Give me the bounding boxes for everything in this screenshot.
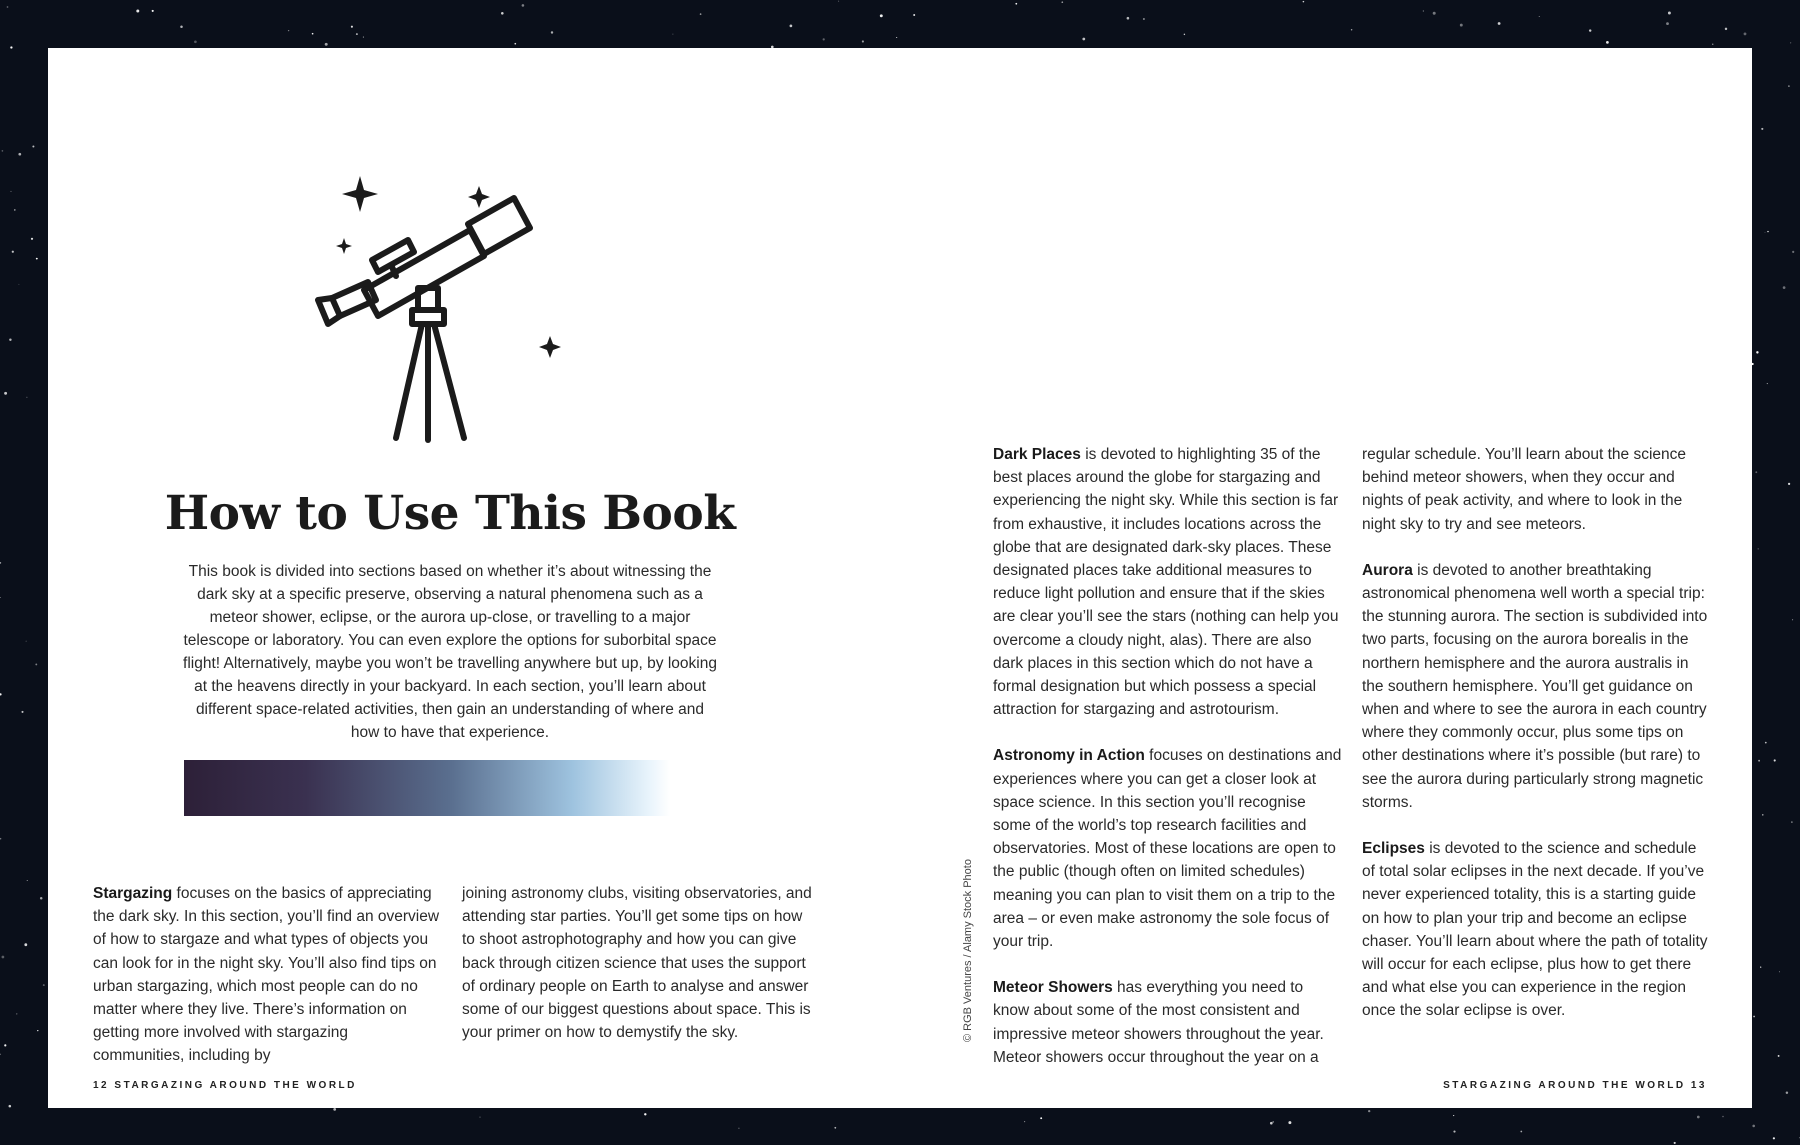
section-body: joining astronomy clubs, visiting observatories, and attending star parties. You’ll get some tips on how to shoot astrophotography and how you can give back through citizen science that uses the support of ordinary people on Earth to analyse and answer some of our biggest questions about space. This is your primer on how to demystify the sky. [462,885,812,1042]
column-3 [993,443,1343,1092]
section-body: is devoted to the science and schedule of total solar eclipses in the next decade. If you’ve never experienced totality, this is a starting guide on how to plan your trip and become an eclipse chaser. You’ll learn about where the path of totality will occur for each eclipse, plus how to get there and what else you can experience in the region once the solar eclipse is over. [1362,840,1708,1020]
section-meteor-showers [993,976,1343,1069]
column-4 [1362,443,1712,1046]
section-heading: Dark Places [993,446,1081,463]
telescope-icon [292,168,582,448]
section-body: focuses on the basics of appreciating the dark sky. In this section, you’ll find an overview of how to stargaze and what types of objects you can look for in the night sky. You’ll also find tips on urban stargazing, which most people can do no matter where they live. There’s information on getting more involved with stargazing communities, including by [93,885,440,1065]
intro-paragraph: This book is divided into sections based on whether it’s about witnessing the dark sky at a specific preserve, observing a natural phenomena such as a meteor shower, eclipse, or the aurora up-close, or travelling to a major telescope or laboratory. You can even explore the options for suborbital space flight! Alternatively, maybe you won’t be travelling anywhere but up, by looking at the heavens directly in your backyard. In each section, you’ll learn about different space-related activities, then gain an understanding of where and how to have that experience. [183,563,717,741]
column-2 [462,882,812,1067]
section-eclipses [1362,837,1712,1023]
section-body: has everything you need to know about some of the most consistent and impressive meteor showers throughout the year. Meteor showers occur throughout the year on a [993,979,1324,1066]
section-stargazing [93,882,443,1068]
page-title: How to Use This Book [164,486,736,541]
section-heading: Astronomy in Action [993,747,1145,765]
gradient-bar [184,760,670,816]
section-stargazing-continued [462,882,812,1044]
section-meteor-showers-continued [1362,443,1712,536]
folio-left: 12 STARGAZING AROUND THE WORLD [93,1080,357,1091]
section-body: is devoted to highlighting 35 of the best places around the globe for stargazing and experiencing the night sky. While this section is far from exhaustive, it includes locations across the globe that are designated dark-sky places. These designated places take additional measures to reduce light pollution and ensure that if the skies are clear you’ll see the stars (nothing can help you overcome a cloudy night, alas). There are also dark places in this section which do not have a formal designation but which possess a special attraction for stargazing and astrotourism. [993,446,1339,719]
photo-credit: © RGB Ventures / Alamy Stock Photo [962,859,974,1042]
section-astronomy-in-action [993,744,1343,953]
section-body: regular schedule. You’ll learn about the science behind meteor showers, when they occur and nights of peak activity, and where to look in the night sky to try and see meteors. [1362,446,1687,533]
section-heading: Aurora [1362,561,1413,579]
section-heading: Eclipses [1362,840,1425,858]
section-body: focuses on destinations and experiences where you can get a closer look at space science. In this section you’ll recognise some of the world’s top research facilities and observatories. Most of these locations are open to the public (though often on limited schedules) meaning you can plan to visit them on a trip to the area – or even make astronomy the sole focus of your trip. [993,747,1342,951]
section-aurora [1362,559,1712,814]
section-dark-places [993,443,1343,721]
section-heading: Meteor Showers [993,979,1113,997]
section-heading: Stargazing [93,885,173,902]
column-1 [93,882,443,1091]
section-body: is devoted to another breathtaking astronomical phenomena well worth a special trip: the stunning aurora. The section is subdivided into two parts, focusing on the aurora borealis in the northern hemisphere and the aurora australis in the southern hemisphere. You’ll get guidance on when and where to see the aurora in each country where they commonly occur, plus some tips on other destinations where it’s possible (but rare) to see the aurora during particularly strong magnetic storms. [1362,561,1708,811]
folio-right: STARGAZING AROUND THE WORLD 13 [1443,1080,1707,1091]
